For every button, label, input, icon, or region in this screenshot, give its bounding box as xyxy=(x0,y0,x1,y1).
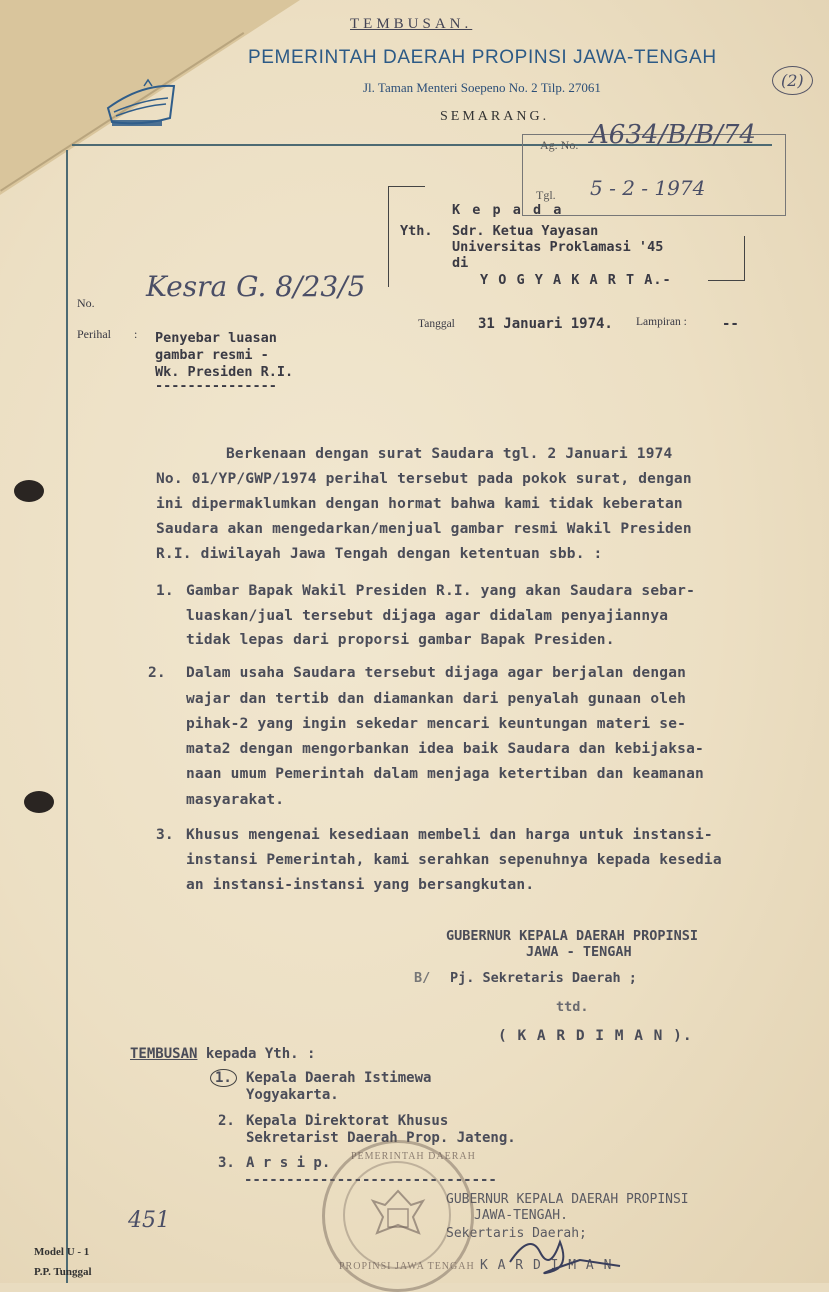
tembusan-heading-rest: kepada Yth. : xyxy=(197,1046,316,1062)
letterhead-city: SEMARANG. xyxy=(440,109,550,124)
item-line: wajar dan tertib dan diamankan dari penyalah gunaan oleh xyxy=(186,691,687,707)
signature-title-line3: Pj. Sekretaris Daerah ; xyxy=(450,970,637,986)
item-number: 2. xyxy=(148,665,166,681)
lampiran-label: Lampiran : xyxy=(636,316,687,328)
item-line: instansi Pemerintah, kami serahkan sepenuhnya kepada kesedia xyxy=(186,852,722,868)
tgl-label: Tgl. xyxy=(536,188,556,202)
signature-title-line1: GUBERNUR KEPALA DAERAH PROPINSI xyxy=(446,928,698,944)
kepada-label: K e p a d a xyxy=(452,202,564,218)
margin-line xyxy=(66,150,68,1283)
signature-name: ( K A R D I M A N ). xyxy=(498,1028,693,1044)
item-line: Dalam usaha Saudara tersebut dijaga agar berjalan dengan xyxy=(186,665,687,681)
item-line: Gambar Bapak Wakil Presiden R.I. yang akan Saudara sebar- xyxy=(186,583,695,599)
perihal-colon: : xyxy=(134,327,138,341)
bottom-signature-line3: Sekertaris Daerah; xyxy=(446,1226,587,1241)
agenda-number-handwritten: A634/B/B/74 xyxy=(590,120,756,150)
tgl-value-handwritten: 5 - 2 - 1974 xyxy=(590,176,706,200)
intro-line: Saudara akan mengedarkan/menjual gambar resmi Wakil Presiden xyxy=(156,521,692,537)
item-line: Khusus mengenai kesediaan membeli dan harga untuk instansi- xyxy=(186,827,713,843)
tembusan-heading xyxy=(130,1046,315,1062)
item-line: masyarakat. xyxy=(186,792,285,808)
address-bracket-right xyxy=(708,236,745,281)
tembusan-item-line: A r s i p. xyxy=(246,1155,331,1171)
signature-b-prefix: B/ xyxy=(414,970,431,986)
punch-hole-bottom xyxy=(24,791,54,813)
lampiran-value: -- xyxy=(722,316,739,332)
tembusan-item-line: Kepala Daerah Istimewa xyxy=(246,1070,432,1086)
official-seal-stamp xyxy=(322,1140,474,1292)
handwritten-number: 451 xyxy=(128,1208,170,1233)
tembusan-item-number: 2. xyxy=(218,1113,235,1129)
addressee-city: Y O G Y A K A R T A.- xyxy=(480,272,672,288)
item-line: pihak-2 yang ingin sekedar mencari keuntungan materi se- xyxy=(186,716,687,732)
province-emblem-logo xyxy=(104,78,178,130)
tembusan-item-line: Yogyakarta. xyxy=(246,1087,339,1103)
letter-number-handwritten: Kesra G. 8/23/5 xyxy=(146,270,366,303)
item-number: 1. xyxy=(156,583,174,599)
addressee-line3: di xyxy=(452,255,469,271)
tembusan-heading-word: TEMBUSAN xyxy=(130,1046,198,1062)
item-line: tidak lepas dari proporsi gambar Bapak Presiden. xyxy=(186,632,615,648)
page-mark: (2) xyxy=(772,66,813,95)
addressee-line1: Sdr. Ketua Yayasan xyxy=(452,223,599,239)
intro-line: Berkenaan dengan surat Saudara tgl. 2 Januari 1974 xyxy=(226,446,673,462)
stamp-text-top: PEMERINTAH DAERAH xyxy=(351,1151,476,1162)
item-line: luaskan/jual tersebut dijaga agar didalam penyajiannya xyxy=(186,608,669,624)
yth-label: Yth. xyxy=(400,223,433,239)
punch-hole-top xyxy=(14,480,44,502)
item-line: naan umum Pemerintah dalam menjaga ketertiban dan keamanan xyxy=(186,766,704,782)
tembusan-item-line: Kepala Direktorat Khusus xyxy=(246,1113,449,1129)
perihal-underline: --------------- xyxy=(155,378,277,394)
perihal-line3: Wk. Presiden R.I. xyxy=(155,364,294,380)
bottom-signature-line2: JAWA-TENGAH. xyxy=(474,1208,568,1223)
perihal-line1: Penyebar luasan xyxy=(155,330,277,346)
stamp-text-bottom: PROPINSI JAWA TENGAH xyxy=(339,1261,475,1272)
bottom-signature-name: K A R D I M A N xyxy=(480,1258,613,1273)
tembusan-dashes: ------------------------------ xyxy=(244,1172,497,1188)
letterhead-title: PEMERINTAH DAERAH PROPINSI JAWA-TENGAH xyxy=(248,47,717,68)
intro-line: ini dipermaklumkan dengan hormat bahwa kami tidak keberatan xyxy=(156,496,683,512)
tanggal-label: Tanggal xyxy=(418,318,455,330)
perihal-line2: gambar resmi - xyxy=(155,347,269,363)
printer-label: P.P. Tunggal xyxy=(34,1266,92,1278)
intro-line: R.I. diwilayah Jawa Tengah dengan ketentuan sbb. : xyxy=(156,546,603,562)
signature-title-line2: JAWA - TENGAH xyxy=(526,944,632,960)
intro-line: No. 01/YP/GWP/1974 perihal tersebut pada pokok surat, dengan xyxy=(156,471,692,487)
tanggal-value: 31 Januari 1974. xyxy=(478,316,613,332)
bottom-signature-line1: GUBERNUR KEPALA DAERAH PROPINSI xyxy=(446,1192,689,1207)
model-label: Model U - 1 xyxy=(34,1246,90,1258)
item-line: mata2 dengan mengorbankan idea baik Saudara dan kebijaksa- xyxy=(186,741,704,757)
signature-scribble xyxy=(490,1222,640,1282)
agenda-label: Ag. No. xyxy=(540,138,579,152)
item-number: 3. xyxy=(156,827,174,843)
letterhead-address: Jl. Taman Menteri Soepeno No. 2 Tilp. 27061 xyxy=(363,80,601,95)
tembusan-item-line: Sekretarist Daerah Prop. Jateng. xyxy=(246,1130,516,1146)
tembusan-item-number: 3. xyxy=(218,1155,235,1171)
item-line: an instansi-instansi yang bersangkutan. xyxy=(186,877,535,893)
perihal-label: Perihal xyxy=(77,327,111,341)
addressee-line2: Universitas Proklamasi '45 xyxy=(452,239,664,255)
signature-ttd: ttd. xyxy=(556,999,589,1015)
no-label: No. xyxy=(77,296,95,310)
tembusan-top-label: TEMBUSAN. xyxy=(350,16,473,32)
tembusan-item-number: 1. xyxy=(210,1069,237,1087)
